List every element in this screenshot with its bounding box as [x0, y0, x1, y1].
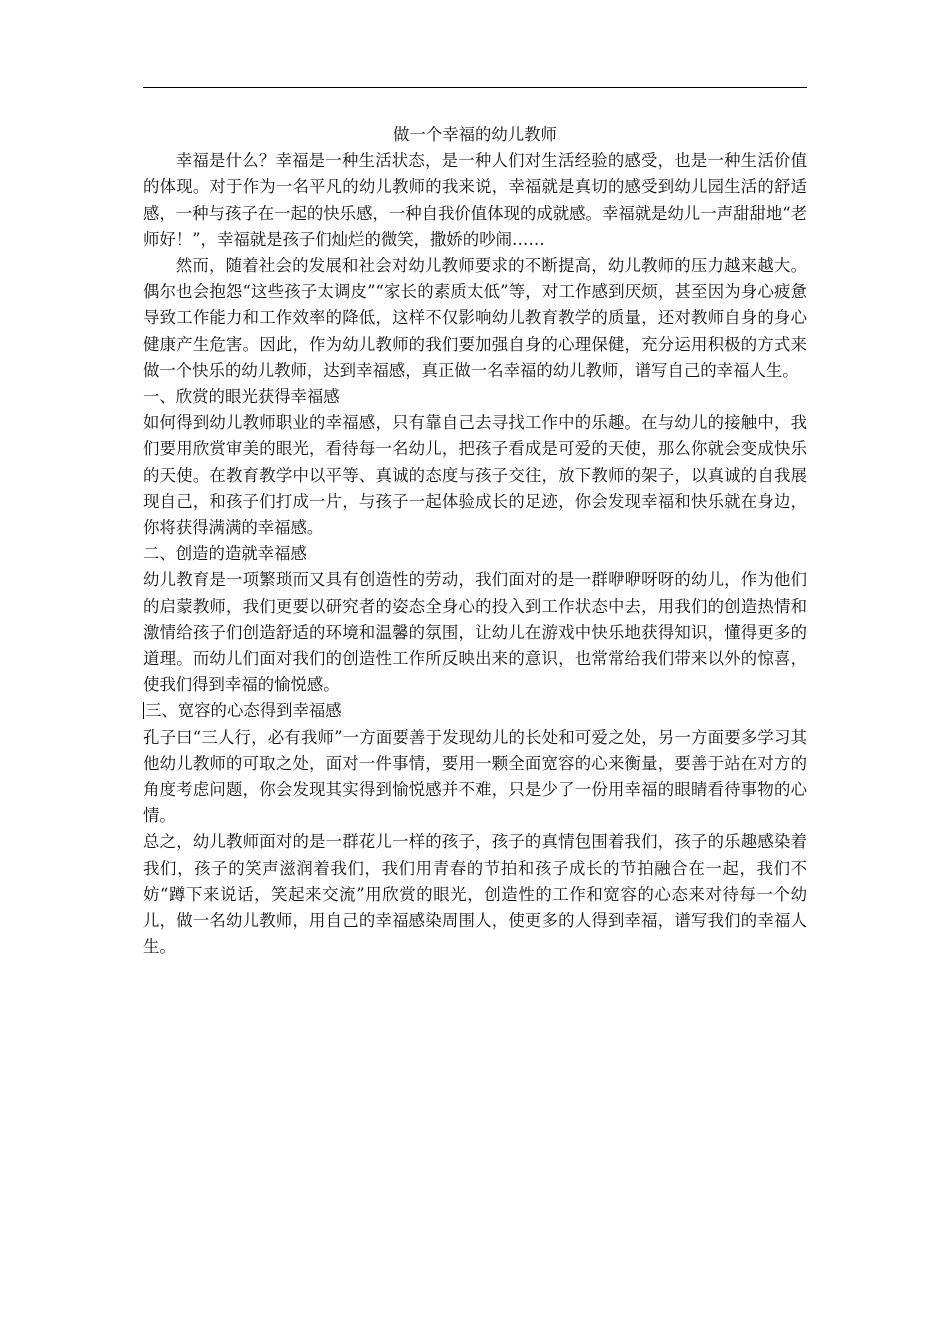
section-heading: 二、创造的造就幸福感 [143, 544, 307, 564]
document-title: 做一个幸福的幼儿教师 [393, 125, 557, 144]
section-heading-with-cursor [143, 698, 807, 724]
section-heading: 一、欣赏的眼光获得幸福感 [143, 387, 340, 407]
section-body: 如何得到幼儿教师职业的幸福感，只有靠自己去寻找工作中的乐趣。在与幼儿的接触中，我们要用欣赏审美的眼光，看待每一名幼儿，把孩子看成是可爱的天使，那么你就会变成快乐的天使。在教育教学中以平等、真诚的态度与孩子交往，放下教师的架子，以真诚的自我展现自己，和孩子们打成一片，与孩子一起体验成长的足迹，你会发现幸福和快乐就在身边，你将获得满满的幸福感。 [143, 413, 807, 538]
section-body: 孔子曰“三人行，必有我师”一方面要善于发现幼儿的长处和可爱之处，另一方面要多学习其他幼儿教师的可取之处，面对一件事情，要用一颗全面宽容的心来衡量，要善于站在对方的角度考虑问题，你会发现其实得到愉悦感并不难，只是少了一份用幸福的眼睛看待事物的心情。 [143, 727, 807, 826]
intro-paragraph: 幸福是什么？幸福是一种生活状态，是一种人们对生活经验的感受，也是一种生活价值的体现。对于作为一名平凡的幼儿教师的我来说，幸福就是真切的感受到幼儿园生活的舒适感，一种与孩子在一起的快乐感，一种自我价值体现的成就感。幸福就是幼儿一声甜甜地“老师好！”，幸福就是孩子们灿烂的微笑，撒娇的吵闹…… [143, 151, 808, 249]
conclusion-paragraph: 总之，幼儿教师面对的是一群花儿一样的孩子，孩子的真情包围着我们，孩子的乐趣感染着我们，孩子的笑声滋润着我们，我们用青春的节拍和孩子成长的节拍融合在一起，我们不妨“蹲下来说话，笑起来交流”用欣赏的眼光，创造性的工作和宽容的心态来对待每一个幼儿，做一名幼儿教师，用自己的幸福感染周围人，使更多的人得到幸福，谱写我们的幸福人生。 [143, 832, 807, 957]
document-body [143, 122, 807, 961]
section-heading-text: 三、宽容的心态得到幸福感 [145, 701, 342, 721]
intro-paragraph: 然而，随着社会的发展和社会对幼儿教师要求的不断提高，幼儿教师的压力越来越大。偶尔也会抱怨“这些孩子太调皮”“家长的素质太低”等，对工作感到厌烦，甚至因为身心疲惫导致工作能力和工作效率的降低，这样不仅影响幼儿教育教学的质量，还对教师自身的身心健康产生危害。因此，作为幼儿教师的我们要加强自身的心理保健，充分运用积极的方式来做一个快乐的幼儿教师，达到幸福感，真正做一名幸福的幼儿教师，谱写自己的幸福人生。 [143, 256, 807, 380]
text-cursor [143, 702, 144, 719]
section-body: 幼儿教育是一项繁琐而又具有创造性的劳动，我们面对的是一群咿咿呀呀的幼儿，作为他们的启蒙教师，我们更要以研究者的姿态全身心的投入到工作状态中去，用我们的创造热情和激情给孩子们创造舒适的环境和温馨的氛围，让幼儿在游戏中快乐地获得知识，懂得更多的道理。而幼儿们面对我们的创造性工作所反映出来的意识，也常常给我们带来以外的惊喜，使我们得到幸福的愉悦感。 [143, 570, 807, 695]
header-rule [143, 87, 807, 88]
